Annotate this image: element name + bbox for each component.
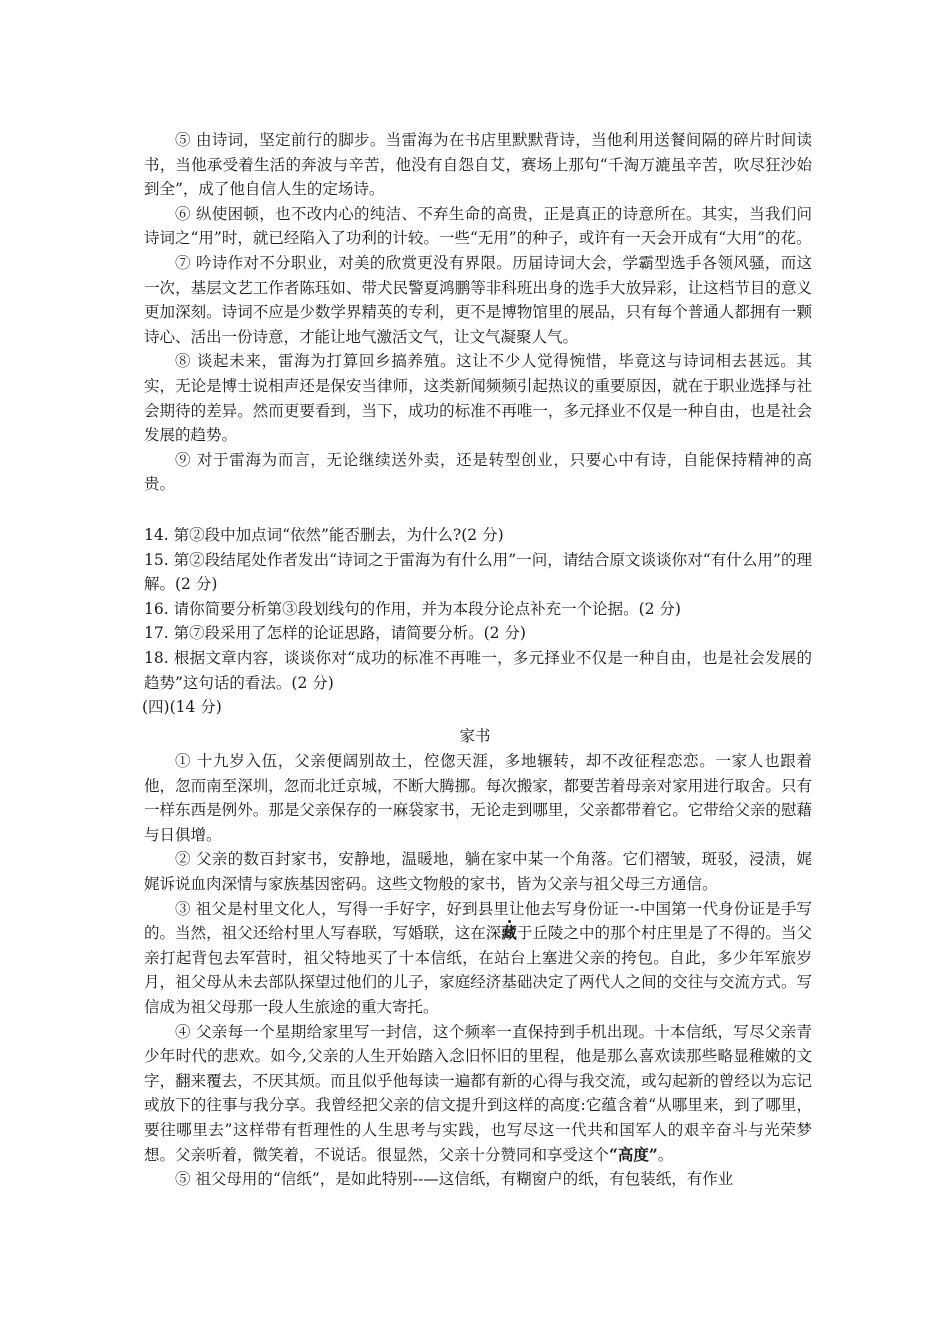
question-14: 14. 第②段中加点词“依然”能否删去，为什么?(2 分): [144, 526, 504, 544]
question-17: 17. 第⑦段采用了怎样的论证思路，请简要分析。(2 分): [144, 624, 526, 643]
question-18: 18. 根据文章内容，谈谈你对“成功的标准不再唯一，多元择业不仅是一种自由，也是社会发展的趋势”这句话的看法。(2 分): [144, 648, 812, 692]
jiashu-paragraph-3: ③ 祖父是村里文化人，写得一手好字，好到县里让他去写身份证一-中国第一代身份证是手写的。当然，祖父还给村里人写春联，写婚联，这在深藏于丘陵之中的那个村庄里是了不得的。当父亲打起背包去军营时，祖父特地买了十本信纸，在站台上塞进父亲的挎包。自此，多少年军旅岁月，祖父母从未去部队探望过他们的儿子，家庭经济基础决定了两代人之间的交往与交流方式。写信成为祖父母那一段人生旅途的重大寄托。: [144, 899, 812, 1016]
essay-title: 家书: [459, 727, 491, 745]
bold-word: “高度”: [609, 1144, 658, 1164]
dotted-word: 藏: [501, 923, 517, 943]
paragraph-8: ⑧ 谈起未来，雷海为打算回乡搞养殖。这让不少人觉得惋惜，毕竟这与诗词相去甚远。其实，无论是博士说相声还是保安当律师，这类新闻频频引起热议的重要原因，就在于职业选择与社会期待的差异。然而更要看到，当下，成功的标准不再唯一，多元择业不仅是一种自由，也是社会发展的趋势。: [144, 352, 812, 445]
jiashu-paragraph-1: ① 十九岁入伍，父亲便阔别故土，倥偬天涯，多地辗转，却不改征程恋恋。一家人也跟着他，忽而南至深圳，忽而北迁京城，不断大腾挪。每次搬家，都要苦着母亲对家用进行取舍。只有一样东西是例外。那是父亲保存的一麻袋家书，无论走到哪里，父亲都带着它。它带给父亲的慰藉与日俱增。: [144, 752, 812, 844]
jiashu-paragraph-4: ④ 父亲每一个星期给家里写一封信，这个频率一直保持到手机出现。十本信纸，写尽父亲青少年时代的悲欢。如今,父亲的人生开始踏入念旧怀旧的里程，他是那么喜欢读那些略显稚嫩的文字，翻来覆去，不厌其烦。而且似乎他每读一遍都有新的心得与我交流，或勾起新的曾经以为忘记或放下的往事与我分享。我曾经把父亲的信文提升到这样的高度:它蕴含着“从哪里来，到了哪里，要往哪里去”这样带有哲理性的人生思考与实践，也写尽这一代共和国军人的艰辛奋斗与光荣梦想。父亲听着，微笑着，不说话。很显然，父亲十分赞同和享受这个“高度”。: [144, 1022, 812, 1164]
essay-part-4: [144, 749, 812, 1192]
questions: [144, 523, 812, 720]
paragraph-7: ⑦ 吟诗作对不分职业，对美的欣赏更没有界限。历届诗词大会，学霸型选手各领风骚，而这一次，基层文艺工作者陈珏如、带犬民警夏鸿鹏等非科班出身的选手大放异彩，让这档节目的意义更加深刻。诗词不应是少数学界精英的专利，更不是博物馆里的展品，只有每个普通人都拥有一颗诗心、活出一份诗意，才能让地气激活文气，让文气凝聚人气。: [144, 253, 812, 346]
paragraph-5: ⑤ 由诗词，坚定前行的脚步。当雷海为在书店里默默背诗，当他利用送餐间隔的碎片时间读书，当他承受着生活的奔波与辛苦，他没有自怨自艾，赛场上那句“千淘万漉虽辛苦，吹尽狂沙始到全”，成了他自信人生的定场诗。: [144, 131, 812, 199]
jiashu-paragraph-2: ② 父亲的数百封家书，安静地，温暖地，躺在家中某一个角落。它们褶皱，斑驳，浸渍，娓娓诉说血肉深情与家族基因密码。这些文物般的家书，皆为父亲与祖父母三方通信。: [144, 850, 812, 893]
jiashu-paragraph-5: ⑤ 祖父母用的“信纸”，是如此特别--—这信纸，有糊窗户的纸，有包装纸，有作业: [175, 1170, 734, 1189]
paragraph-9: ⑨ 对于雷海为而言，无论继续送外卖，还是转型创业，只要心中有诗，自能保持精神的高贵。: [144, 450, 812, 494]
paragraph-6: ⑥ 纵使困顿，也不改内心的纯洁、不弃生命的高贵，正是真正的诗意所在。其实，当我们问诗词之“用”时，就已经陷入了功利的计较。一些“无用”的种子，或许有一天会开成有“大用”的花。: [144, 204, 812, 248]
section-4-heading: (四)(14 分): [142, 698, 222, 717]
question-15: 15. 第②段结尾处作者发出“诗词之于雷海为有什么用”一问，请结合原文谈谈你对“有什么用”的理解。(2 分): [144, 550, 812, 594]
question-16: 16. 请你简要分析第③段划线句的作用，并为本段分论点补充一个论据。(2 分): [144, 599, 681, 618]
essay-part-3: [144, 128, 812, 497]
